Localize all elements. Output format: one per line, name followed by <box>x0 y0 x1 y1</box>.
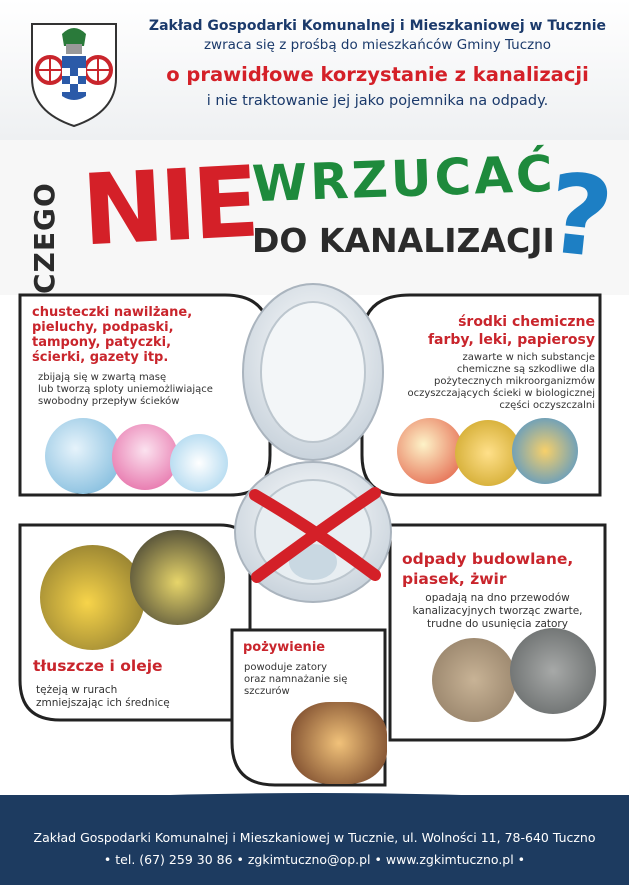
fats-desc <box>36 684 236 710</box>
banner-wrzucac: WRZUCAĆ <box>251 144 557 214</box>
wipes-desc <box>38 372 258 408</box>
chemicals-title-line: środki chemiczne <box>458 314 595 330</box>
wipes-desc-line: zbijają się w zwartą masę <box>38 372 167 383</box>
construction-desc-line: kanalizacyjnych tworząc zwarte, <box>412 605 583 617</box>
chemicals-desc-line: części oczyszczalni <box>499 400 595 411</box>
chemicals-title <box>395 313 595 349</box>
construction-title-line: piasek, żwir <box>402 570 507 588</box>
wipes-desc-line: lub tworzą sploty uniemożliwiające <box>38 384 213 395</box>
wipes-title-line: tampony, patyczki, <box>32 335 172 350</box>
fats-desc-line: tężeją w rurach <box>36 684 118 696</box>
cotton-swabs-photo <box>170 434 228 492</box>
food-desc <box>244 662 384 698</box>
wipes-title <box>32 305 252 365</box>
banner-nie: NIE <box>79 145 259 269</box>
fats-title <box>33 657 233 675</box>
construction-title <box>402 549 602 589</box>
wipes-desc-line: swobodny przepływ ścieków <box>38 396 180 407</box>
chemicals-desc-line: zawarte w nich substancje <box>462 352 595 363</box>
banner-czego: CZEGO <box>28 182 61 294</box>
construction-desc-line: trudne do usunięcia zatory <box>427 618 568 630</box>
food-dishes-photo <box>291 702 387 784</box>
banner-question-mark: ? <box>541 149 619 283</box>
header-line-2: zwraca się z prośbą do mieszkańców Gminy Tuczno <box>203 37 552 53</box>
pills-photo <box>397 418 463 484</box>
banner-do-kanalizacji: DO KANALIZACJI <box>252 221 555 260</box>
header-line-4: i nie traktowanie jej jako pojemnika na odpady. <box>206 93 549 109</box>
wipes-title-line: ścierki, gazety itp. <box>32 350 169 365</box>
cleaning-products-photo <box>512 418 578 484</box>
chemicals-desc-line: oczyszczających ścieki w biologicznej <box>407 388 595 399</box>
footer-contact: • tel. (67) 259 30 86 • zgkimtuczno@op.pl • www.zgkimtuczno.pl • <box>103 852 526 867</box>
oil-can-photo <box>40 545 145 650</box>
red-x-mark <box>245 485 385 585</box>
coat-of-arms-emblem <box>24 16 124 128</box>
construction-desc-line: opadają na dno przewodów <box>425 592 570 604</box>
chemicals-desc <box>395 352 595 412</box>
wipes-title-line: pieluchy, podpaski, <box>32 320 174 335</box>
header-line-3: o prawidłowe korzystanie z kanalizacji <box>166 63 589 86</box>
wipes-title-line: chusteczki nawilżane, <box>32 305 193 320</box>
pads-photo <box>112 424 178 490</box>
wipes-package-photo <box>45 418 121 494</box>
fats-desc-line: zmniejszając ich średnicę <box>36 697 170 709</box>
fats-title-line: tłuszcze i oleje <box>33 657 163 675</box>
construction-title-line: odpady budowlane, <box>402 550 574 568</box>
frying-pan-photo <box>130 530 225 625</box>
construction-desc <box>400 592 595 631</box>
food-desc-line: szczurów <box>244 686 290 697</box>
chemicals-title-line: farby, leki, papierosy <box>427 332 595 348</box>
food-title <box>243 640 383 656</box>
chemicals-desc-line: pożytecznych mikroorganizmów <box>434 376 595 387</box>
gravel-photo <box>510 628 596 714</box>
food-title-line: pożywienie <box>243 640 326 655</box>
sand-photo <box>432 638 516 722</box>
food-desc-line: powoduje zatory <box>244 662 328 673</box>
footer-address: Zakład Gospodarki Komunalnej i Mieszkaniowej w Tucznie, ul. Wolności 11, 78-640 Tuczno <box>33 830 596 845</box>
food-desc-line: oraz namnażanie się <box>244 674 348 685</box>
chemicals-desc-line: chemiczne są szkodliwe dla <box>456 364 595 375</box>
header-line-1: Zakład Gospodarki Komunalnej i Mieszkaniowej w Tucznie <box>148 18 607 34</box>
